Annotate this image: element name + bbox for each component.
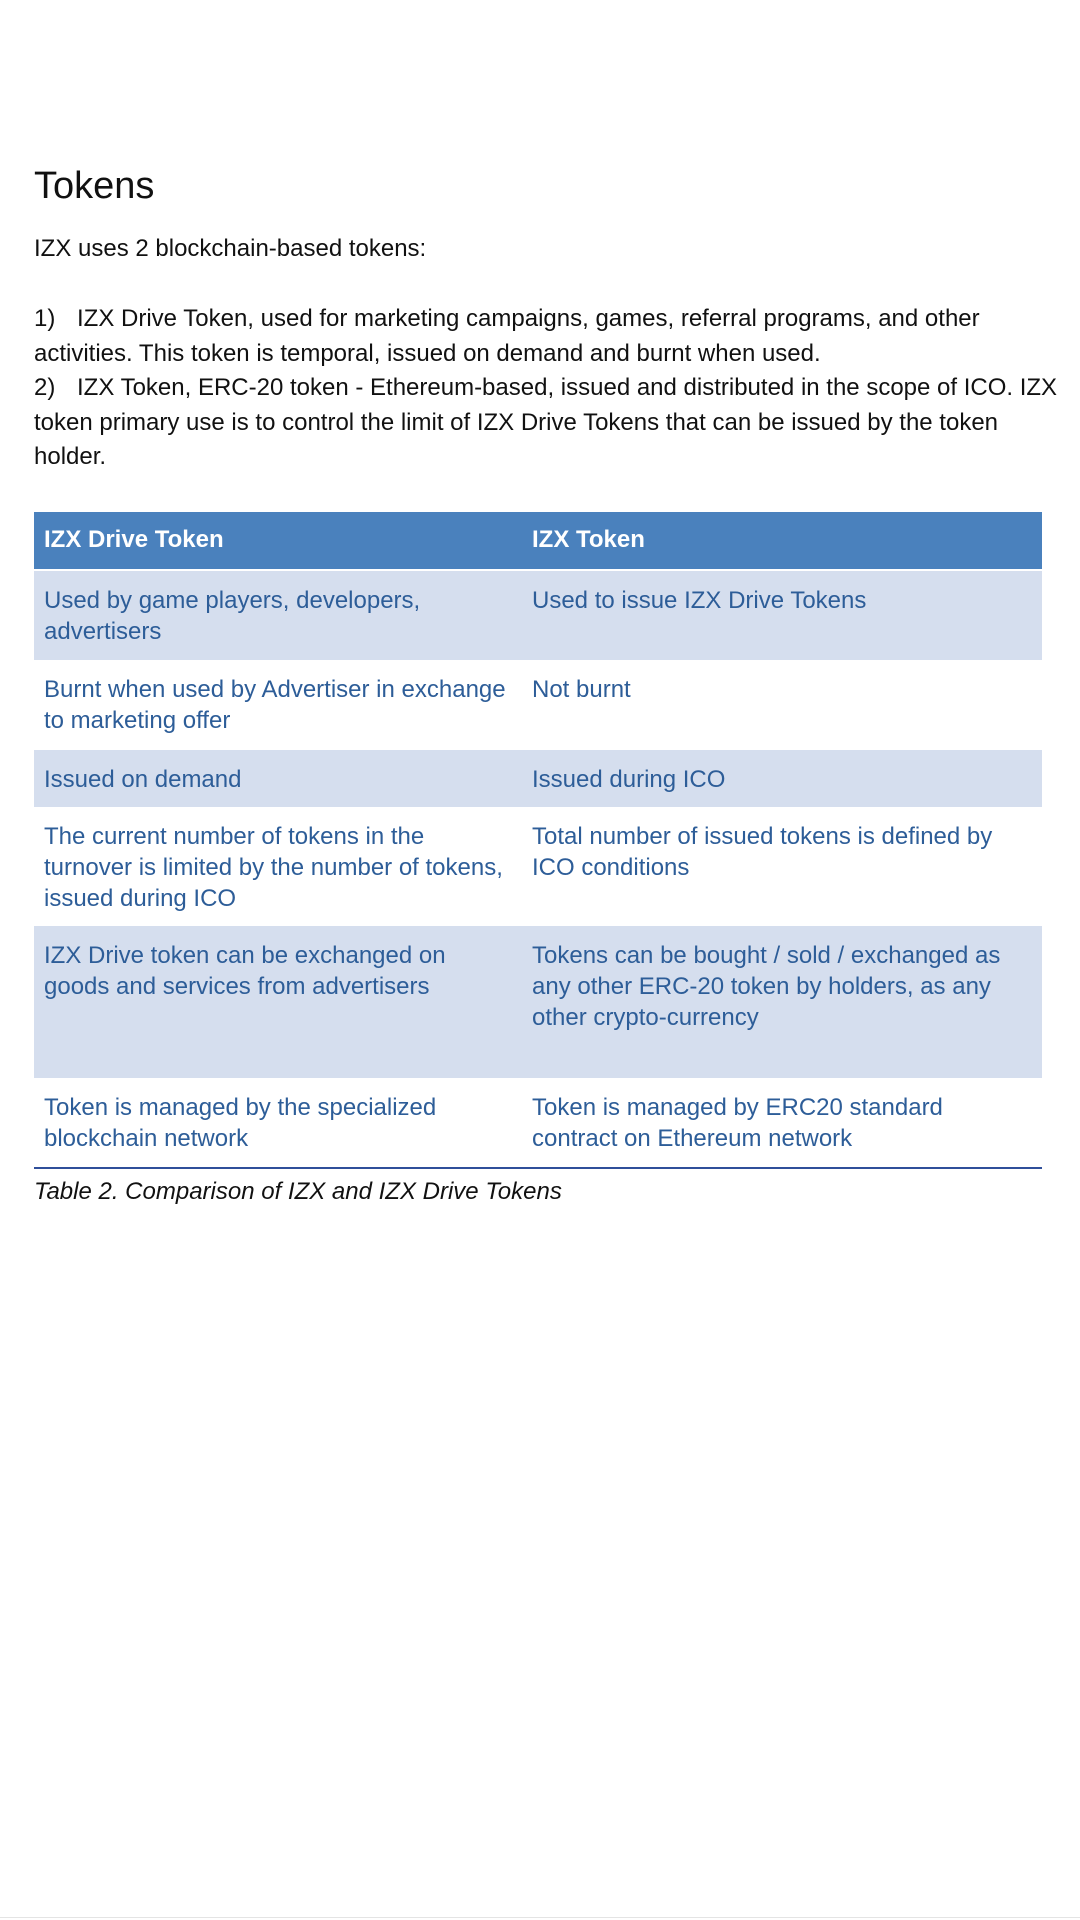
table-header-row bbox=[34, 512, 1042, 570]
list-item bbox=[34, 371, 1074, 475]
table-cell: Not burnt bbox=[522, 660, 1042, 750]
page-bottom-divider bbox=[0, 1917, 1080, 1918]
list-item-number: 1) bbox=[34, 305, 56, 332]
list-item-text: IZX Token, ERC-20 token - Ethereum-based, issued and distributed in the scope of ICO. IZX token primary use is to control the limit of IZX Drive Tokens that can be issued by the token holder. bbox=[34, 374, 1058, 470]
table-cell: Issued during ICO bbox=[522, 750, 1042, 807]
table-cell: The current number of tokens in the turnover is limited by the number of tokens, issued during ICO bbox=[34, 807, 522, 926]
table-row bbox=[34, 926, 1042, 1078]
header-izx-drive-token: IZX Drive Token bbox=[34, 512, 522, 570]
table-cell: Total number of issued tokens is defined by ICO conditions bbox=[522, 807, 1042, 926]
table-row bbox=[34, 1078, 1042, 1168]
table-cell: IZX Drive token can be exchanged on goods and services from advertisers bbox=[34, 926, 522, 1078]
table-cell: Burnt when used by Advertiser in exchange to marketing offer bbox=[34, 660, 522, 750]
list-item bbox=[34, 302, 1074, 371]
table-row bbox=[34, 570, 1042, 660]
token-list bbox=[34, 302, 1074, 475]
table-cell: Tokens can be bought / sold / exchanged as any other ERC-20 token by holders, as any other crypto-currency bbox=[522, 926, 1042, 1078]
list-item-text: IZX Drive Token, used for marketing campaigns, games, referral programs, and other activities. This token is temporal, issued on demand and burnt when used. bbox=[34, 305, 980, 367]
table-cell: Used to issue IZX Drive Tokens bbox=[522, 570, 1042, 660]
header-izx-token: IZX Token bbox=[522, 512, 1042, 570]
table-row bbox=[34, 750, 1042, 807]
table-row bbox=[34, 660, 1042, 750]
table-cell: Token is managed by the specialized blockchain network bbox=[34, 1078, 522, 1168]
table-cell: Token is managed by ERC20 standard contract on Ethereum network bbox=[522, 1078, 1042, 1168]
comparison-table bbox=[34, 512, 1042, 1169]
table-caption: Table 2. Comparison of IZX and IZX Drive Tokens bbox=[34, 1178, 562, 1205]
table-cell: Issued on demand bbox=[34, 750, 522, 807]
table-row bbox=[34, 807, 1042, 926]
list-item-number: 2) bbox=[34, 374, 56, 401]
table-cell: Used by game players, developers, advertisers bbox=[34, 570, 522, 660]
intro-text: IZX uses 2 blockchain-based tokens: bbox=[34, 235, 427, 262]
section-title: Tokens bbox=[34, 165, 155, 207]
